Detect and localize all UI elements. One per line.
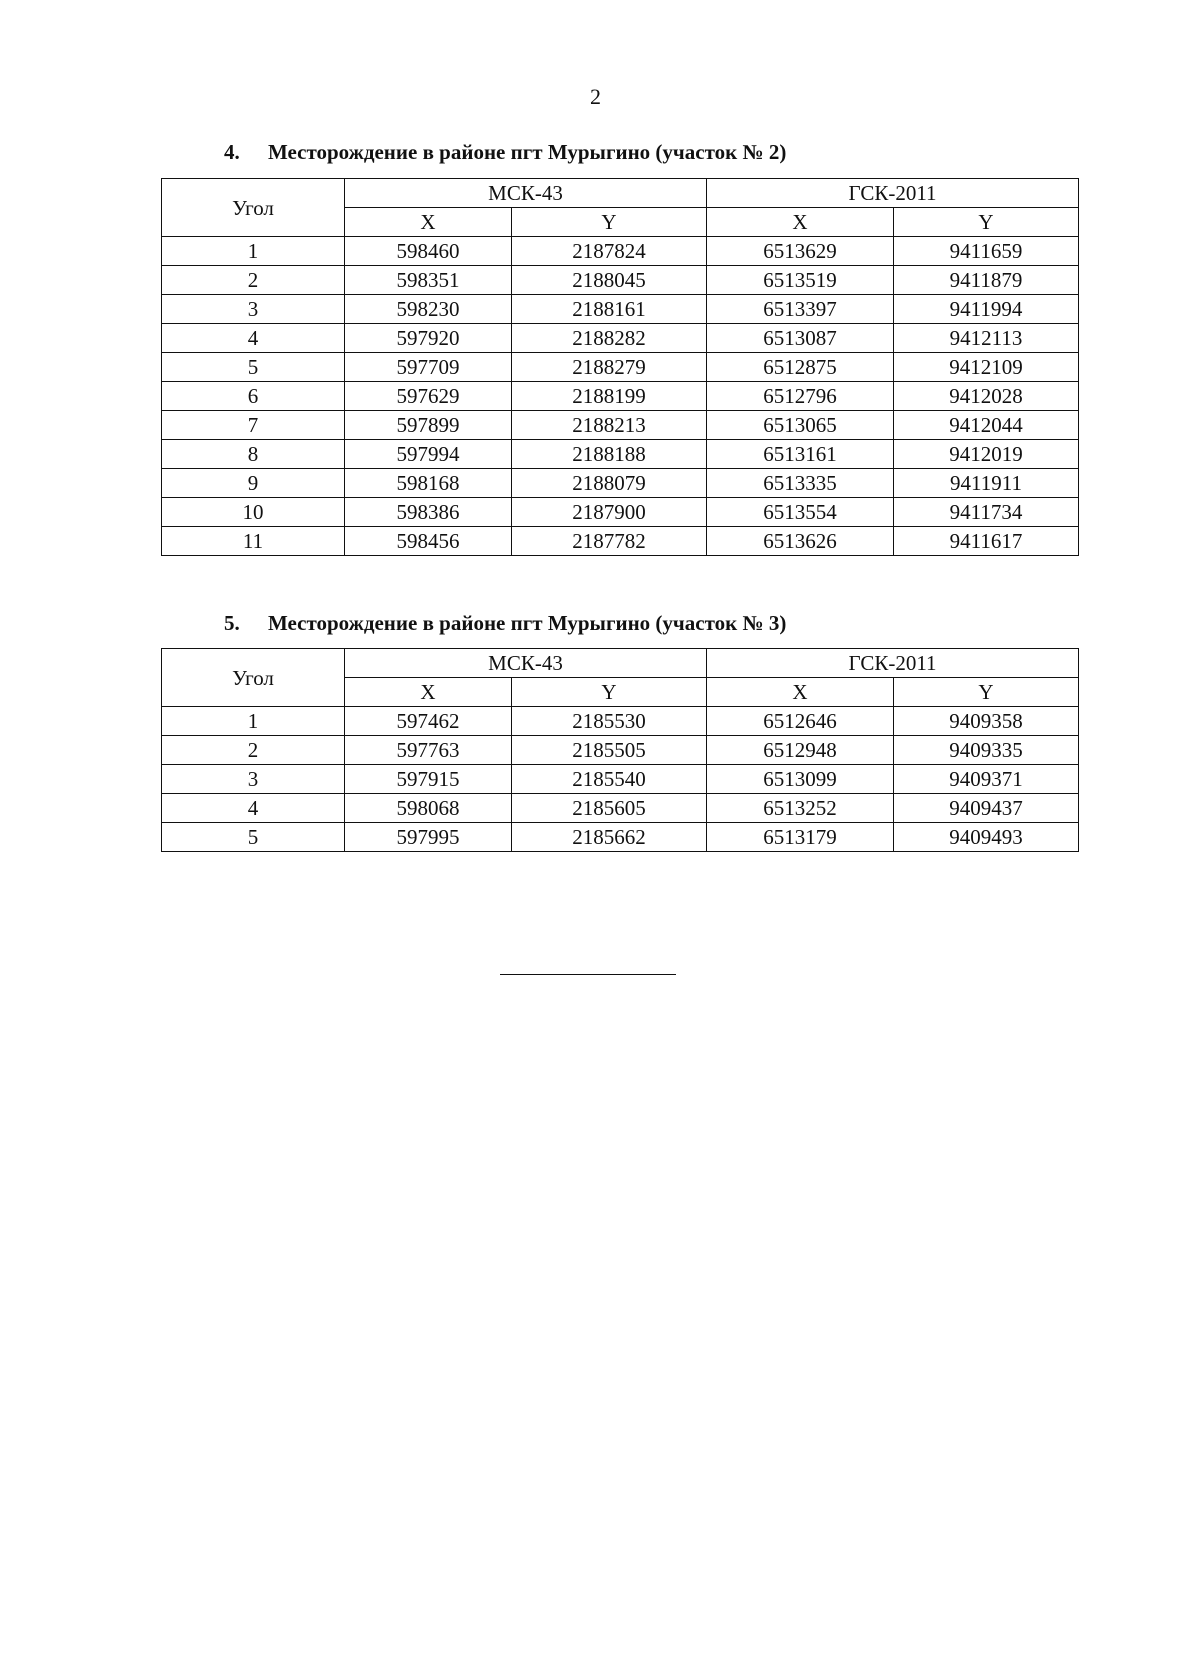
header-gsk2011: ГСК-2011: [707, 179, 1079, 208]
gsk2011-x-cell: 6513161: [707, 440, 894, 469]
gsk2011-x-cell: 6513626: [707, 527, 894, 556]
corner-cell: 11: [162, 527, 345, 556]
gsk2011-y-cell: 9409371: [894, 765, 1079, 794]
corner-cell: 1: [162, 707, 345, 736]
header-msk43-x: X: [345, 678, 512, 707]
msk43-x-cell: 598230: [345, 295, 512, 324]
msk43-x-cell: 597920: [345, 324, 512, 353]
msk43-x-cell: 598456: [345, 527, 512, 556]
msk43-y-cell: 2188282: [512, 324, 707, 353]
msk43-y-cell: 2185540: [512, 765, 707, 794]
msk43-y-cell: 2188045: [512, 266, 707, 295]
gsk2011-y-cell: 9409335: [894, 736, 1079, 765]
msk43-x-cell: 598068: [345, 794, 512, 823]
corner-cell: 9: [162, 469, 345, 498]
corner-cell: 4: [162, 324, 345, 353]
gsk2011-y-cell: 9412113: [894, 324, 1079, 353]
header-gsk2011-y: Y: [894, 678, 1079, 707]
header-msk43: МСК-43: [345, 179, 707, 208]
gsk2011-x-cell: 6513554: [707, 498, 894, 527]
gsk2011-y-cell: 9409493: [894, 823, 1079, 852]
table-row: [162, 469, 1079, 498]
gsk2011-y-cell: 9412109: [894, 353, 1079, 382]
msk43-x-cell: 597899: [345, 411, 512, 440]
gsk2011-y-cell: 9412044: [894, 411, 1079, 440]
gsk2011-x-cell: 6512948: [707, 736, 894, 765]
gsk2011-y-cell: 9412028: [894, 382, 1079, 411]
msk43-x-cell: 597915: [345, 765, 512, 794]
corner-cell: 5: [162, 823, 345, 852]
gsk2011-x-cell: 6513099: [707, 765, 894, 794]
table-row: [162, 498, 1079, 527]
table-row: [162, 736, 1079, 765]
gsk2011-x-cell: 6513519: [707, 266, 894, 295]
msk43-y-cell: 2185530: [512, 707, 707, 736]
header-corner: Угол: [162, 649, 345, 707]
gsk2011-x-cell: 6513629: [707, 237, 894, 266]
table-row: [162, 765, 1079, 794]
msk43-y-cell: 2188161: [512, 295, 707, 324]
msk43-y-cell: 2188199: [512, 382, 707, 411]
corner-cell: 8: [162, 440, 345, 469]
msk43-y-cell: 2187824: [512, 237, 707, 266]
gsk2011-x-cell: 6512796: [707, 382, 894, 411]
gsk2011-y-cell: 9409358: [894, 707, 1079, 736]
table-row: [162, 266, 1079, 295]
msk43-y-cell: 2185505: [512, 736, 707, 765]
msk43-y-cell: 2188213: [512, 411, 707, 440]
table-row: [162, 324, 1079, 353]
gsk2011-y-cell: 9411734: [894, 498, 1079, 527]
section-number: 4.: [224, 140, 240, 164]
msk43-x-cell: 597763: [345, 736, 512, 765]
corner-cell: 6: [162, 382, 345, 411]
corner-cell: 10: [162, 498, 345, 527]
section-heading: Месторождение в районе пгт Мурыгино (участок № 2): [268, 140, 787, 164]
corner-cell: 1: [162, 237, 345, 266]
corner-cell: 3: [162, 765, 345, 794]
msk43-y-cell: 2188279: [512, 353, 707, 382]
msk43-x-cell: 597629: [345, 382, 512, 411]
section-heading: Месторождение в районе пгт Мурыгино (участок № 3): [268, 611, 787, 635]
header-gsk2011-x: X: [707, 678, 894, 707]
table-row: [162, 237, 1079, 266]
table-row: [162, 411, 1079, 440]
header-msk43-y: Y: [512, 208, 707, 237]
header-gsk2011-y: Y: [894, 208, 1079, 237]
gsk2011-x-cell: 6513179: [707, 823, 894, 852]
msk43-x-cell: 598386: [345, 498, 512, 527]
table-row: [162, 353, 1079, 382]
gsk2011-y-cell: 9409437: [894, 794, 1079, 823]
gsk2011-x-cell: 6513087: [707, 324, 894, 353]
table-row: [162, 794, 1079, 823]
gsk2011-x-cell: 6513335: [707, 469, 894, 498]
msk43-x-cell: 598351: [345, 266, 512, 295]
coordinates-table-section-5: [161, 648, 1079, 852]
msk43-x-cell: 598460: [345, 237, 512, 266]
gsk2011-x-cell: 6512646: [707, 707, 894, 736]
gsk2011-y-cell: 9411617: [894, 527, 1079, 556]
gsk2011-x-cell: 6513065: [707, 411, 894, 440]
gsk2011-x-cell: 6512875: [707, 353, 894, 382]
gsk2011-y-cell: 9411879: [894, 266, 1079, 295]
table-row: [162, 707, 1079, 736]
table-row: [162, 823, 1079, 852]
msk43-y-cell: 2185662: [512, 823, 707, 852]
corner-cell: 2: [162, 266, 345, 295]
header-corner: Угол: [162, 179, 345, 237]
gsk2011-y-cell: 9411994: [894, 295, 1079, 324]
section-number: 5.: [224, 611, 240, 635]
section-title-4: [224, 140, 786, 165]
msk43-x-cell: 598168: [345, 469, 512, 498]
msk43-x-cell: 597462: [345, 707, 512, 736]
header-gsk2011: ГСК-2011: [707, 649, 1079, 678]
msk43-y-cell: 2185605: [512, 794, 707, 823]
gsk2011-y-cell: 9412019: [894, 440, 1079, 469]
corner-cell: 3: [162, 295, 345, 324]
header-gsk2011-x: X: [707, 208, 894, 237]
msk43-x-cell: 597994: [345, 440, 512, 469]
section-title-5: [224, 611, 786, 636]
corner-cell: 7: [162, 411, 345, 440]
table-row: [162, 295, 1079, 324]
table-row: [162, 382, 1079, 411]
header-msk43-y: Y: [512, 678, 707, 707]
header-msk43-x: X: [345, 208, 512, 237]
msk43-y-cell: 2187900: [512, 498, 707, 527]
msk43-x-cell: 597995: [345, 823, 512, 852]
msk43-y-cell: 2188079: [512, 469, 707, 498]
msk43-y-cell: 2188188: [512, 440, 707, 469]
corner-cell: 5: [162, 353, 345, 382]
msk43-x-cell: 597709: [345, 353, 512, 382]
table-row: [162, 527, 1079, 556]
header-msk43: МСК-43: [345, 649, 707, 678]
table-row: [162, 440, 1079, 469]
page-number: 2: [590, 84, 601, 109]
end-of-document-line: [500, 974, 676, 975]
coordinates-table-section-4: [161, 178, 1079, 556]
corner-cell: 2: [162, 736, 345, 765]
corner-cell: 4: [162, 794, 345, 823]
gsk2011-y-cell: 9411659: [894, 237, 1079, 266]
msk43-y-cell: 2187782: [512, 527, 707, 556]
gsk2011-x-cell: 6513397: [707, 295, 894, 324]
gsk2011-y-cell: 9411911: [894, 469, 1079, 498]
gsk2011-x-cell: 6513252: [707, 794, 894, 823]
